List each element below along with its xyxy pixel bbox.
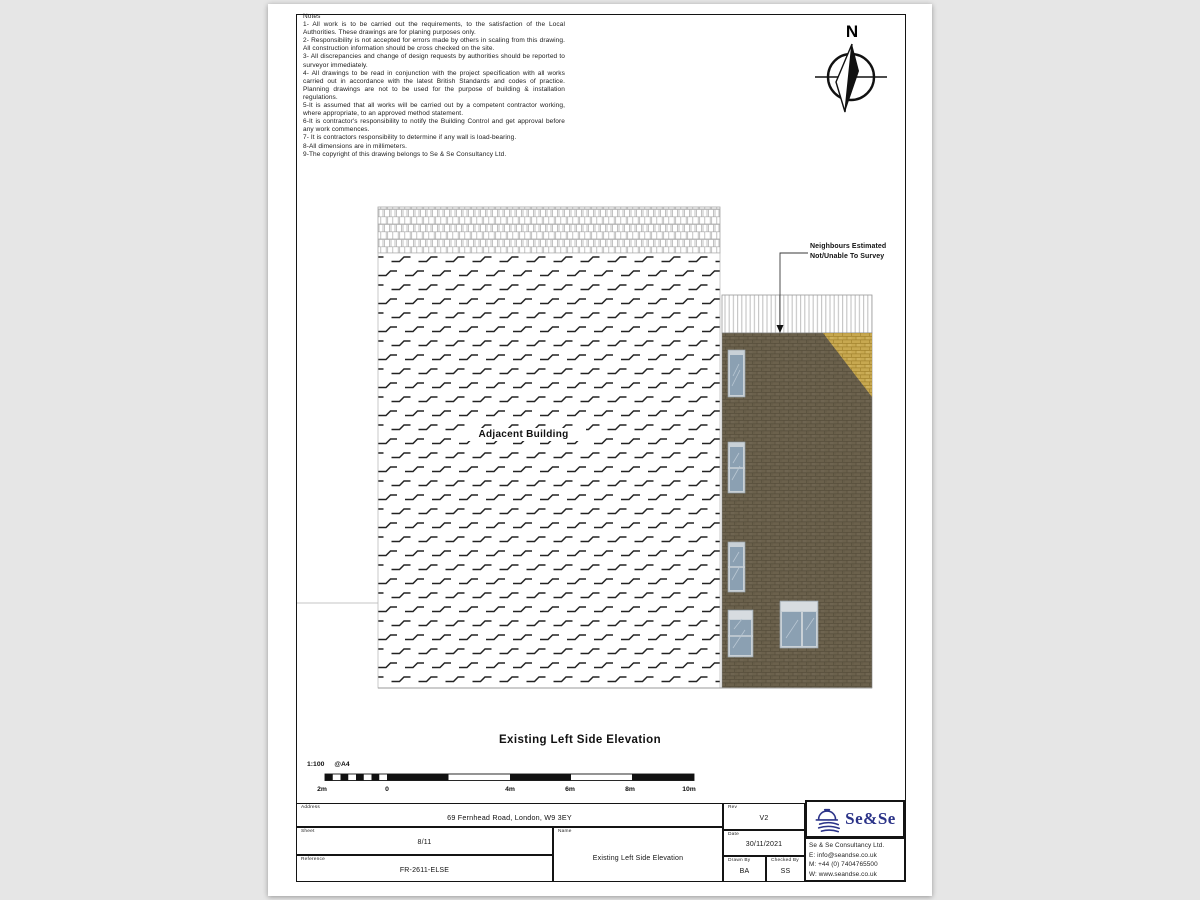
note-item: 5-It is assumed that all works will be carried out by a competent contractor working, where appropriate, to an approved method statement. (303, 102, 565, 118)
company-email: E: info@seandse.co.uk (809, 851, 877, 859)
neighbours-survey-line2: Not/Unable To Survey (810, 252, 885, 260)
titleblock-address-cell (296, 803, 723, 827)
scale-paper: @A4 (334, 761, 350, 768)
sheet-label: Sheet (301, 829, 315, 834)
hardhat-logo-icon (814, 806, 842, 833)
date-value: 30/11/2021 (745, 841, 783, 848)
company-website: W: www.seandse.co.uk (809, 870, 877, 878)
note-item: 9-The copyright of this drawing belongs to Se & Se Consultancy Ltd. (303, 150, 507, 158)
drawnby-value: BA (739, 868, 750, 875)
neighbour-building-shape (722, 295, 872, 688)
note-item: 4- All drawings to be read in conjunction with the project specification with all works carried out in accordance with the latest British Standards and codes of practice. Planning drawings are not to be used for the purpose of building & installation regulations. (303, 69, 565, 101)
scale-tick: 0 (385, 786, 389, 793)
company-contact-block (805, 838, 905, 881)
drawnby-label: Drawn By (728, 858, 751, 863)
sheet-value: 8/11 (417, 839, 432, 846)
note-item: 6-It is contractor's responsibility to notify the Building Control and get approval before any work commences. (303, 118, 565, 134)
titleblock-reference-cell (296, 855, 553, 882)
note-item: 8-All dimensions are in millimeters. (303, 142, 408, 150)
notes-block (303, 13, 565, 159)
address-value: 69 Fernhead Road, London, W9 3EY (447, 813, 572, 822)
address-label: Address (301, 805, 320, 810)
scale-annotation (307, 761, 360, 768)
adjacent-building-label: Adjacent Building (461, 428, 586, 441)
scale-tick: 6m (565, 786, 575, 793)
name-value: Existing Left Side Elevation (592, 855, 684, 862)
rev-label: Rev (728, 805, 738, 810)
window (728, 610, 753, 657)
window (728, 350, 745, 397)
titleblock-sheet-cell (296, 827, 553, 855)
company-phone: M: +44 (0) 7404765500 (809, 861, 878, 869)
logo-wordmark: Se&Se (845, 809, 896, 828)
company-logo (805, 800, 905, 838)
neighbours-survey-line1: Neighbours Estimated (810, 243, 887, 250)
date-label: Date (728, 832, 739, 837)
neighbours-survey-label (810, 242, 886, 261)
north-label: N (845, 22, 859, 41)
note-item: 1- All work is to be carried out the requirements, to the satisfaction of the Local Authorities. These drawings are for planing purposes only. (303, 21, 565, 37)
window (728, 542, 745, 592)
checkedby-label: Checked By (771, 858, 799, 863)
scale-tick: 2m (317, 786, 327, 793)
scale-tick: 10m (682, 786, 696, 793)
scale-tick: 8m (625, 786, 635, 793)
scale-ratio: 1:100 (307, 761, 325, 768)
window (728, 442, 745, 493)
titleblock-name-cell (553, 827, 723, 882)
window (780, 601, 818, 648)
adjacent-building-shape (378, 207, 720, 688)
scale-bar (325, 774, 694, 781)
reference-label: Reference (301, 857, 325, 862)
titleblock-drawnby-cell (723, 856, 766, 882)
titleblock-date-cell (723, 830, 805, 856)
titleblock-rev-cell (723, 803, 805, 830)
company-name: Se & Se Consultancy Ltd. (809, 842, 885, 849)
checkedby-value: SS (780, 868, 791, 875)
note-item: 7- It is contractors responsibility to determine if any wall is load-bearing. (303, 134, 517, 142)
scale-tick: 4m (505, 786, 515, 793)
reference-value: FR-2611-ELSE (399, 867, 450, 874)
notes-title: Notes (303, 13, 321, 20)
note-item: 2- Responsibility is not accepted for errors made by others in scaling from this drawing. All construction information should be cross checked on the site. (303, 37, 565, 53)
note-item: 3- All discrepancies and change of design requests by authorities should be reported to surveyor immediately. (303, 53, 565, 69)
rev-value: V2 (759, 815, 769, 822)
drawing-title: Existing Left Side Elevation (498, 734, 661, 746)
name-label: Name (558, 829, 572, 834)
north-compass-icon (815, 38, 891, 116)
titleblock-checkedby-cell (766, 856, 805, 882)
